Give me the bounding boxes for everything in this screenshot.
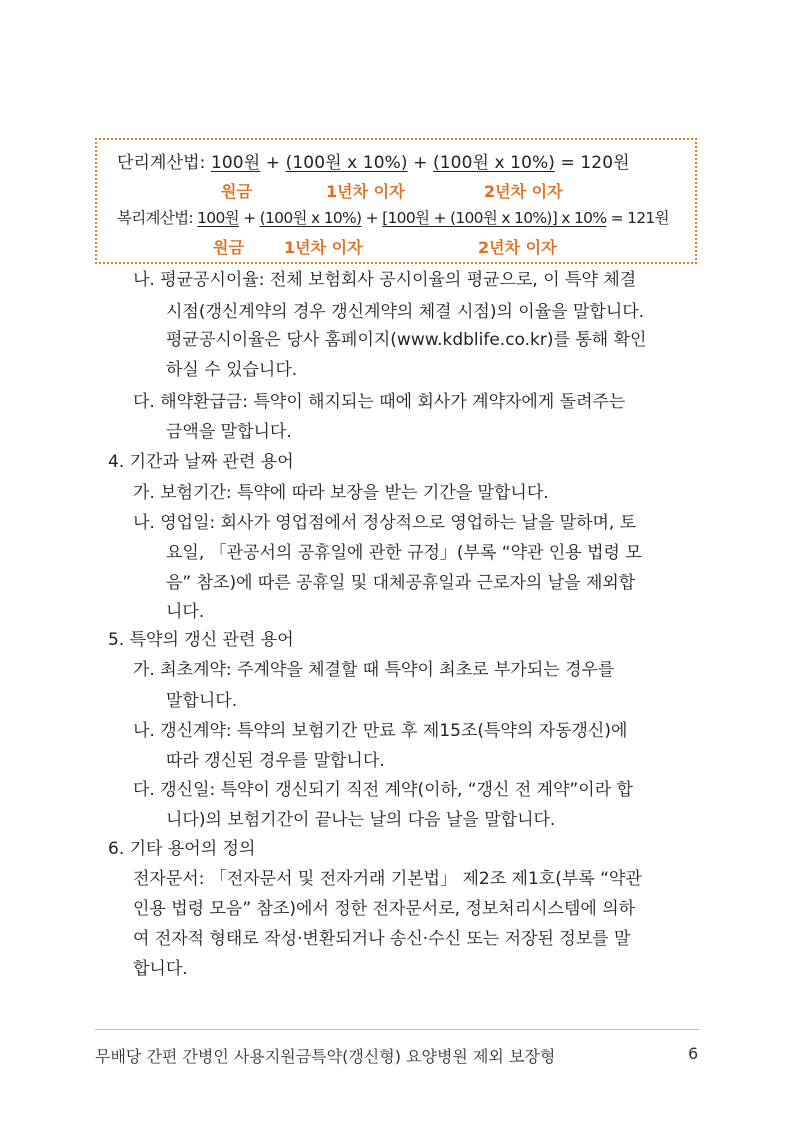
page-number: 6 (688, 1044, 699, 1063)
simple-principal-term: 100원 (210, 153, 261, 173)
definition-line: 하실 수 있습니다. (166, 360, 298, 380)
compound-year2-term: [100원 + (100원 x 10%)] x 10% (382, 209, 607, 227)
definition-line: 평균공시이율은 당사 홈페이지(www.kdblife.co.kr)를 통해 확인 (166, 330, 647, 350)
simple-label-year1: 1년차 이자 (326, 182, 405, 201)
definition-line: 나. 평균공시이율: 전체 보험회사 공시이율의 평균으로, 이 특약 체결 (133, 270, 637, 290)
definition-line: 니다. (166, 602, 205, 622)
compound-formula-label: 복리계산법: (117, 209, 193, 227)
compound-label-year2: 2년차 이자 (478, 238, 557, 257)
definition-line: 금액을 말합니다. (166, 422, 292, 442)
footer-divider (95, 1029, 699, 1030)
compound-result: = 121원 (610, 209, 669, 227)
simple-formula-label: 단리계산법: (117, 153, 206, 173)
compound-year1-term: (100원 x 10%) (259, 209, 362, 227)
compound-plus-2: + (365, 209, 378, 227)
definition-line: 나. 갱신계약: 특약의 보험기간 만료 후 제15조(특약의 자동갱신)에 (133, 721, 628, 741)
footer-title: 무배당 간편 간병인 사용지원금특약(갱신형) 요양병원 제외 보장형 (95, 1047, 556, 1066)
definition-line: 인용 법령 모음” 참조)에서 정한 전자문서로, 정보처리시스템에 의하 (133, 899, 636, 919)
simple-year2-term: (100원 x 10%) (433, 153, 556, 173)
definition-line: 요일, 「관공서의 공휴일에 관한 규정」(부록 “약관 인용 법령 모 (166, 543, 642, 563)
simple-year1-term: (100원 x 10%) (285, 153, 408, 173)
definition-line: 따라 갱신된 경우를 말합니다. (166, 751, 385, 771)
definition-line: 니다)의 보험기간이 끝나는 날의 다음 날을 말합니다. (166, 810, 556, 830)
compound-label-year1: 1년차 이자 (284, 238, 363, 257)
simple-result: = 120원 (560, 153, 630, 173)
simple-plus-1: + (265, 153, 281, 173)
compound-plus-1: + (243, 209, 256, 227)
definition-line: 합니다. (133, 959, 188, 979)
simple-plus-2: + (413, 153, 428, 173)
section-heading: 6. 기타 용어의 정의 (108, 839, 256, 859)
compound-interest-formula (117, 206, 669, 228)
definition-line: 가. 최초계약: 주계약을 체결할 때 특약이 최초로 부가되는 경우를 (133, 660, 615, 680)
simple-interest-formula (117, 148, 630, 173)
section-heading: 5. 특약의 갱신 관련 용어 (108, 630, 294, 650)
compound-principal-term: 100원 (197, 209, 239, 227)
simple-label-year2: 2년차 이자 (484, 182, 563, 201)
section-heading: 4. 기간과 날짜 관련 용어 (108, 452, 294, 472)
simple-label-principal: 원금 (221, 182, 252, 201)
definition-line: 전자문서: 「전자문서 및 전자거래 기본법」 제2조 제1호(부록 “약관 (133, 869, 642, 889)
definition-line: 여 전자적 형태로 작성·변환되거나 송신·수신 또는 저장된 정보를 말 (133, 929, 631, 949)
definition-line: 다. 갱신일: 특약이 갱신되기 직전 계약(이하, “갱신 전 계약”이라 합 (133, 780, 633, 800)
definition-line: 음” 참조)에 따른 공휴일 및 대체공휴일과 근로자의 날을 제외합 (166, 573, 636, 593)
definition-line: 나. 영업일: 회사가 영업점에서 정상적으로 영업하는 날을 말하며, 토 (133, 513, 637, 533)
compound-label-principal: 원금 (213, 238, 244, 257)
definition-line: 다. 해약환급금: 특약이 해지되는 때에 회사가 계약자에게 돌려주는 (133, 392, 626, 412)
definition-line: 말합니다. (166, 691, 238, 711)
definition-line: 시점(갱신계약의 경우 갱신계약의 체결 시점)의 이율을 말합니다. (166, 302, 645, 322)
definition-line: 가. 보험기간: 특약에 따라 보장을 받는 기간을 말합니다. (133, 483, 549, 503)
